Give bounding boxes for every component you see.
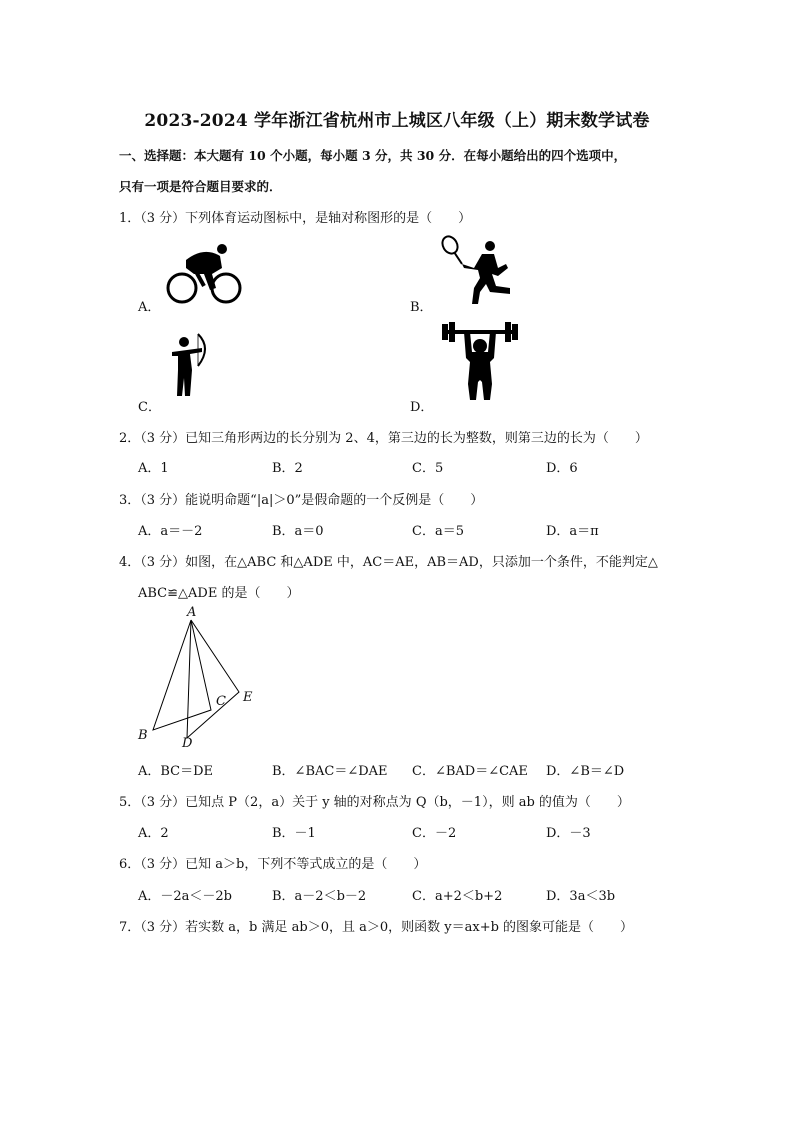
question-2-option-b: B．2	[272, 461, 303, 476]
question-5-option-c: C．－2	[412, 826, 457, 841]
question-5-option-d: D．－3	[546, 826, 591, 841]
question-6-stem: 6．（3 分）已知 a＞b，下列不等式成立的是（ ）	[119, 857, 427, 872]
question-3-option-d: D．a＝π	[546, 524, 599, 539]
question-3-stem: 3．（3 分）能说明命题“|a|＞0”是假命题的一个反例是（ ）	[119, 493, 484, 508]
archer-icon	[168, 330, 216, 398]
question-4-stem-line1: 4．（3 分）如图，在△ABC 和△ADE 中，AC＝AE，AB＝AD，只添加一个条件，不能判定△	[119, 555, 658, 570]
question-1-option-c: C．	[138, 400, 161, 415]
question-5-option-a: A．2	[138, 826, 169, 841]
figure-label-d: D	[182, 736, 193, 751]
question-4-option-d: D．∠B＝∠D	[546, 764, 625, 779]
question-4-option-a: A．BC＝DE	[138, 764, 214, 779]
question-5-stem: 5．（3 分）已知点 P（2，a）关于 y 轴的对称点为 Q（b，－1），则 ab 的值为（ ）	[119, 795, 630, 810]
question-2-stem: 2．（3 分）已知三角形两边的长分别为 2、4，第三边的长为整数，则第三边的长为（ ）	[119, 431, 648, 446]
question-1-option-b: B．	[410, 300, 433, 315]
figure-label-b: B	[138, 728, 148, 743]
question-4-option-c: C．∠BAD＝∠CAE	[412, 764, 528, 779]
question-1-option-a: A．	[138, 300, 161, 315]
question-2-option-d: D．6	[546, 461, 578, 476]
question-3-option-b: B．a＝0	[272, 524, 324, 539]
tennis-player-icon	[440, 234, 520, 306]
question-7-stem: 7．（3 分）若实数 a，b 满足 ab＞0，且 a＞0，则函数 y＝ax+b 的图象可能是（ ）	[119, 920, 634, 935]
question-6-option-d: D．3a＜3b	[546, 889, 616, 904]
question-6-option-b: B．a－2＜b－2	[272, 889, 367, 904]
question-5-option-b: B．－1	[272, 826, 316, 841]
cyclist-icon	[164, 240, 244, 304]
figure-label-e: E	[243, 690, 253, 705]
figure-label-c: C	[216, 694, 226, 709]
question-6-option-c: C．a+2＜b+2	[412, 889, 503, 904]
section-instructions-line1: 一、选择题：本大题有 10 个小题，每小题 3 分，共 30 分．在每小题给出的四个选项中，	[119, 148, 627, 163]
question-4-stem-line2: ABC≌△ADE 的是（ ）	[138, 586, 300, 601]
question-4-option-b: B．∠BAC＝∠DAE	[272, 764, 388, 779]
question-2-option-c: C．5	[412, 461, 444, 476]
question-2-option-a: A．1	[138, 461, 169, 476]
question-6-option-a: A．－2a＜－2b	[138, 889, 233, 904]
question-3-option-c: C．a＝5	[412, 524, 464, 539]
exam-title: 2023-2024 学年浙江省杭州市上城区八年级（上）期末数学试卷	[144, 111, 650, 131]
triangle-figure	[130, 600, 270, 750]
section-instructions-line2: 只有一项是符合题目要求的．	[119, 179, 282, 194]
weightlifter-icon	[440, 322, 520, 402]
figure-label-a: A	[187, 605, 197, 620]
question-3-option-a: A．a＝－2	[138, 524, 203, 539]
question-1-stem: 1．（3 分）下列体育运动图标中，是轴对称图形的是（ ）	[119, 211, 472, 226]
question-1-option-d: D．	[410, 400, 434, 415]
